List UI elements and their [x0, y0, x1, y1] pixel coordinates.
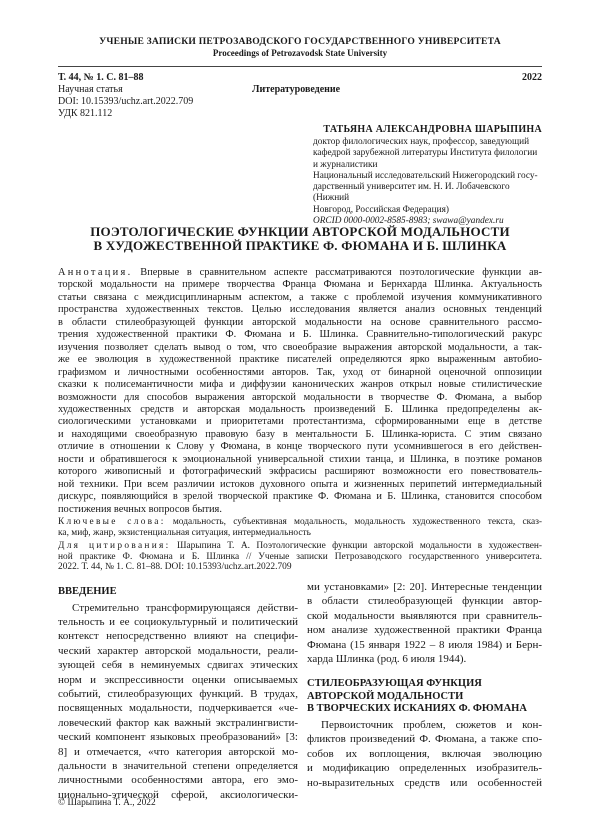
udk: УДК 821.112 — [58, 108, 113, 119]
body-line: личностными особенностями автора, его эмо- — [58, 774, 298, 787]
abstract-line: пространства художественных текстов. Целью исследования является анализ основных тенденций — [58, 304, 542, 316]
abstract-line: статьи связана с междисциплинарным аспектом, а также с проблемой изучения коммуникативного — [58, 291, 542, 303]
author-name: ТАТЬЯНА АЛЕКСАНДРОВНА ШАРЫПИНА — [323, 124, 542, 135]
body-line: ческий компонент языковых преобразований» [3: — [58, 731, 298, 744]
body-line: событий, стилеобразующих функций. В трудах, — [58, 687, 298, 700]
abstract-line: торской модальности на примере творчества Франца Фюмана и Бернхарда Шлинка. Актуальность — [58, 279, 542, 291]
citation — [58, 541, 542, 573]
affiliation-line: доктор филологических наук, профессор, заведующий — [313, 137, 530, 147]
body-line: дальности в значительной степени определяется — [58, 759, 298, 772]
section-name: Литературоведение — [252, 84, 341, 95]
affiliation-line: Новгород, Российская Федерация) — [313, 204, 449, 215]
section-heading-line: АВТОРСКОЙ МОДАЛЬНОСТИ — [307, 690, 464, 702]
abstract-line: которого живописный и фотографический экфрасисы расширяют возможности его повествователь- — [58, 466, 542, 478]
body-line: зующей себя в неминуемых сдвигах этических — [58, 659, 298, 672]
abstract-line: в области стилеобразующей функции авторской модальности на основе сравнительного рассмо- — [58, 316, 542, 328]
section-heading-line: СТИЛЕОБРАЗУЮЩАЯ ФУНКЦИЯ — [307, 678, 482, 690]
body-line: норм и экспрессивности оценки описываемых — [58, 673, 298, 686]
body-line: 8] и отмечается, «что категория авторской мо- — [58, 745, 298, 758]
body-line: ционально-этической сферой, аксиологически- — [58, 788, 298, 801]
abstract — [58, 267, 542, 516]
affiliation-line: и журналистики — [313, 159, 378, 170]
abstract-line: отличие в отношении к Слову у Фюмана, в конце творческого пути усомнившегося в его действен- — [58, 441, 542, 453]
journal-title: УЧЕНЫЕ ЗАПИСКИ ПЕТРОЗАВОДСКОГО ГОСУДАРСТВЕННОГО УНИВЕРСИТЕТА — [99, 36, 501, 47]
keywords-label: Ключевые слова: — [58, 517, 166, 527]
abstract-line: возможности для способов выражения авторской модальности в творчестве Ф. Фюмана, а выбор — [58, 391, 542, 403]
abstract-line: сказки к полисемантичности мифа и диффузии канонических жанров открыл новые стилистические — [58, 379, 542, 391]
abstract-label: Аннотация. — [58, 267, 133, 278]
body-line: ловеческий фактор как важный экстралингвисти- — [58, 716, 298, 729]
body-line: контекст непосредственно влияют на специфи- — [58, 630, 298, 643]
article-title — [58, 225, 542, 253]
citation-label: Для цитирования: — [58, 541, 171, 551]
body-line: собов их воплощения, включая эволюцию — [307, 747, 542, 760]
copyright: © Шарыпина Т. А., 2022 — [58, 798, 156, 808]
abstract-line: Впервые в сравнительном аспекте рассматриваются поэтологические функции ав- — [140, 267, 542, 278]
body-line: и модификацию определенных изобразитель- — [307, 762, 542, 775]
header-divider — [58, 66, 542, 67]
keywords-line: модальность, субъективная модальность, модальность художественного текста, сказ- — [172, 517, 543, 527]
abstract-line: художественных средств и авторская модальность произведений Б. Шлинка предопределены ак- — [58, 403, 542, 415]
body-line: Фюмана (15 января 1922 – 8 июля 1984) и Берн- — [307, 638, 542, 651]
author-contact[interactable]: ORCID 0000-0002-8585-8983; swawa@yandex.ru — [313, 216, 504, 227]
body-line: ской модальности выявляются при сравнитель- — [307, 609, 542, 622]
citation-line: ной практике Ф. Фюмана и Б. Шлинка // Ученые записки Петрозаводского государственного университета. — [58, 551, 542, 562]
abstract-line: дискурс, появляющийся в зрелой творческой практике Ф. Фюмана и Б. Шлинка, становится способом — [58, 491, 542, 503]
abstract-line: изучения позволяет сделать вывод о том, что своеобразие выражения авторской модальности, а так- — [58, 341, 542, 353]
body-line: харда Шлинка (род. 6 июля 1944). — [307, 653, 467, 666]
doi[interactable]: DOI: 10.15393/uchz.art.2022.709 — [58, 96, 194, 107]
citation-line: 2022. Т. 44, № 1. С. 81–88. DOI: 10.15393/uchz.art.2022.709 — [58, 562, 292, 573]
section-heading-intro: ВВЕДЕНИЕ — [58, 586, 117, 597]
body-right-column — [307, 580, 542, 790]
title-line: ПОЭТОЛОГИЧЕСКИЕ ФУНКЦИИ АВТОРСКОЙ МОДАЛЬНОСТИ — [90, 224, 510, 239]
abstract-line: сиологическими установками и приоритетами протестантизма, сформированными еще в детстве — [58, 416, 542, 428]
body-line: но-выразительных средств или особенностей — [307, 776, 542, 789]
affiliation-line: Национальный исследовательский Нижегородский госу- — [313, 170, 538, 181]
body-line: тельность и ее социокультурный и политический — [58, 615, 298, 628]
article-type: Научная статья — [58, 84, 123, 95]
body-left-column — [58, 586, 298, 802]
abstract-line: трения художественной практики Ф. Фюмана и Б. Шлинка. Сравнительно-типологический ракурс — [58, 329, 542, 341]
affiliation-line: дарственный университет им. Н. И. Лобачевского (Нижний — [313, 182, 510, 204]
body-line: Первоисточник проблем, сюжетов и кон- — [321, 718, 542, 731]
keywords — [58, 517, 542, 538]
abstract-line: графизмом и личностными особенностями авторов. Так, уход от бинарной оценочной оппозиции — [58, 366, 542, 378]
body-line: ческий характер авторской модальности, реали- — [58, 644, 298, 657]
citation-line: Шарыпина Т. А. Поэтологические функции авторской модальности в художествен- — [177, 541, 542, 551]
body-line: ми установками» [2: 20]. Интересные тенденции — [307, 581, 542, 593]
title-line: В ХУДОЖЕСТВЕННОЙ ПРАКТИКЕ Ф. ФЮМАНА И Б. ШЛИНКА — [93, 238, 507, 253]
abstract-line: же ее эволюция в художественной практике писателей определяются ярко выраженным автобио- — [58, 354, 542, 366]
keywords-line: ка, миф, жанр, экзистенциальная ситуация, интермедиальность — [58, 527, 311, 538]
journal-title-en: Proceedings of Petrozavodsk State University — [212, 48, 388, 58]
body-line: Стремительно трансформирующаяся действи- — [72, 601, 298, 614]
section-heading-line: В ТВОРЧЕСКИХ ИСКАНИЯХ Ф. ФЮМАНА — [307, 703, 527, 715]
author-affiliation — [313, 137, 542, 227]
abstract-line: ной техники. При всем различии истоков духовного опыта и жизненных перипетий интермедиальный — [58, 478, 542, 490]
abstract-line: ности и обратившегося к эмоциональной универсальной стихии танца, и Шлинка, в поэтике романов — [58, 453, 542, 465]
body-line: в области стилеобразующей функции автор- — [307, 595, 542, 608]
body-line: ном анализе художественной практики Франца — [307, 624, 542, 637]
abstract-line: и находящими своеобразную правовую базу в ментальности Б. Шлинка-юриста. С этим связано — [58, 428, 542, 440]
year: 2022 — [522, 72, 542, 83]
abstract-line: постижения вечных вопросов бытия. — [58, 503, 222, 515]
issue-info: Т. 44, № 1. С. 81–88 — [58, 72, 144, 83]
body-line: фликтов произведений Ф. Фюмана, а также спо- — [307, 733, 542, 746]
affiliation-line: кафедрой зарубежной литературы Института филологии — [313, 148, 538, 159]
body-line: посвященных модальности, подчеркивается «че- — [58, 702, 298, 715]
